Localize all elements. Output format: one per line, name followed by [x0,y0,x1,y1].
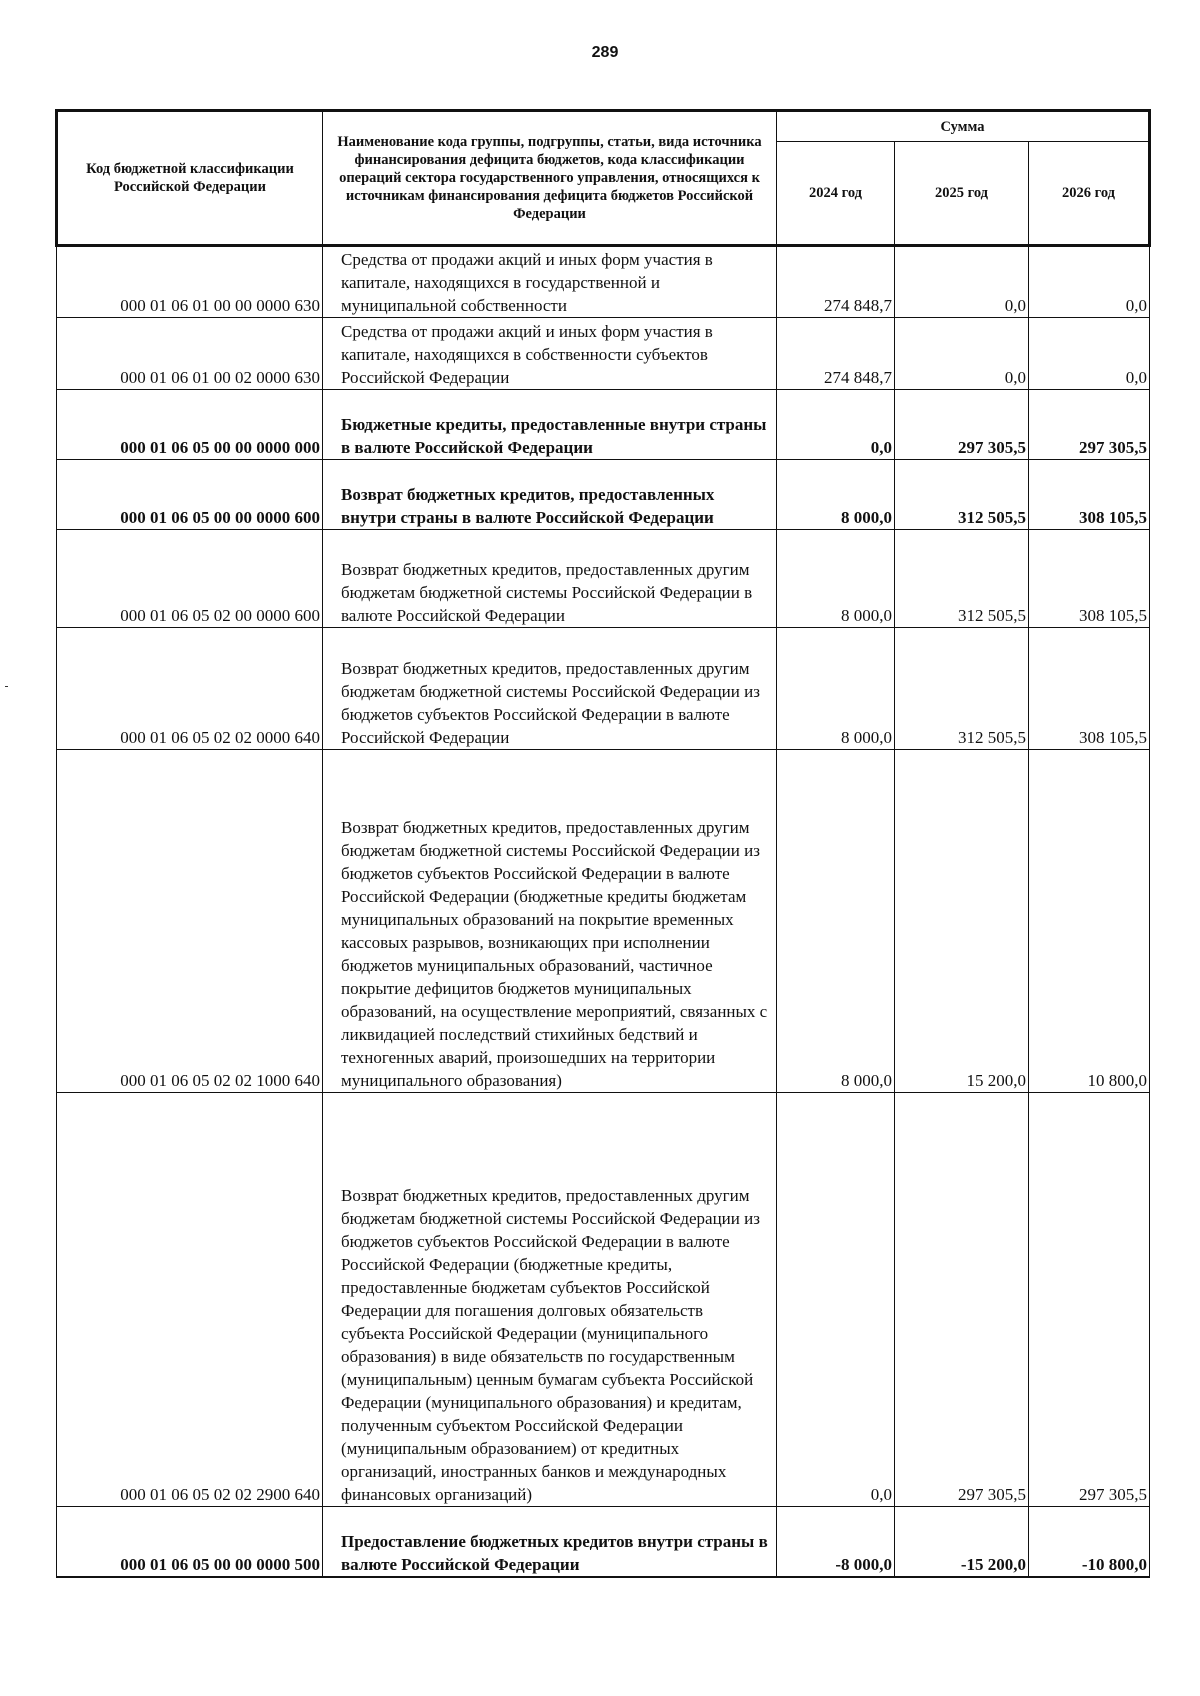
row-value-2025: 312 505,5 [895,530,1029,628]
row-value-2025: 297 305,5 [895,1093,1029,1507]
row-name: Возврат бюджетных кредитов, предоставленных другим бюджетам бюджетной системы Российской Федерации из бюджетов субъектов Российской Федерации в валюте Российской Федерации [323,628,777,750]
row-code: 000 01 06 01 00 02 0000 630 [57,318,323,390]
table-row [57,1093,1150,1507]
row-name: Возврат бюджетных кредитов, предоставленных другим бюджетам бюджетной системы Российской Федерации из бюджетов субъектов Российской Федерации в валюте Российской Федерации (бюджетные кредиты бюджетам муниципальных образований на покрытие временных кассовых разрывов, возникающих при исполнении бюджетов муниципальных образований, частичное покрытие дефицитов бюджетов муниципальных образований, на осуществление мероприятий, связанных с ликвидацией последствий стихийных бедствий и техногенных аварий, произошедших на территории муниципального образования) [323,750,777,1093]
row-value-2025: 0,0 [895,318,1029,390]
header-year-2026: 2026 год [1029,142,1150,246]
row-value-2026: 297 305,5 [1029,390,1150,460]
row-name: Средства от продажи акций и иных форм участия в капитале, находящихся в государственной и муниципальной собственности [323,246,777,318]
row-code: 000 01 06 05 00 00 0000 500 [57,1507,323,1577]
table-row [57,530,1150,628]
row-value-2026: 308 105,5 [1029,530,1150,628]
table-row [57,460,1150,530]
row-value-2026: -10 800,0 [1029,1507,1150,1577]
header-year-2024: 2024 год [777,142,895,246]
row-code: 000 01 06 05 00 00 0000 600 [57,460,323,530]
row-code: 000 01 06 05 02 02 2900 640 [57,1093,323,1507]
row-value-2024: -8 000,0 [777,1507,895,1577]
table-body [57,246,1150,1577]
margin-mark [5,686,8,687]
row-value-2026: 0,0 [1029,318,1150,390]
row-value-2024: 274 848,7 [777,246,895,318]
row-value-2026: 10 800,0 [1029,750,1150,1093]
row-code: 000 01 06 05 00 00 0000 000 [57,390,323,460]
row-value-2026: 308 105,5 [1029,628,1150,750]
row-value-2026: 297 305,5 [1029,1093,1150,1507]
row-value-2025: 312 505,5 [895,460,1029,530]
row-code: 000 01 06 01 00 00 0000 630 [57,246,323,318]
table-row [57,390,1150,460]
row-name: Предоставление бюджетных кредитов внутри страны в валюте Российской Федерации [323,1507,777,1577]
row-value-2025: -15 200,0 [895,1507,1029,1577]
row-value-2024: 0,0 [777,390,895,460]
table-row [57,1507,1150,1577]
row-value-2024: 8 000,0 [777,460,895,530]
table-row [57,750,1150,1093]
row-value-2026: 0,0 [1029,246,1150,318]
row-name: Возврат бюджетных кредитов, предоставленных внутри страны в валюте Российской Федерации [323,460,777,530]
row-value-2024: 8 000,0 [777,628,895,750]
row-code: 000 01 06 05 02 02 1000 640 [57,750,323,1093]
table-row [57,318,1150,390]
row-value-2025: 15 200,0 [895,750,1029,1093]
row-value-2024: 0,0 [777,1093,895,1507]
row-value-2024: 274 848,7 [777,318,895,390]
table-header [57,111,1150,246]
row-name: Возврат бюджетных кредитов, предоставленных другим бюджетам бюджетной системы Российской Федерации из бюджетов субъектов Российской Федерации в валюте Российской Федерации (бюджетные кредиты, предоставленные бюджетам субъектов Российской Федерации для погашения долговых обязательств субъекта Российской Федерации (муниципального образования) в виде обязательств по государственным (муниципальным) ценным бумагам субъекта Российской Федерации (муниципального образования) и кредитам, полученным субъектом Российской Федерации (муниципальным образованием) от кредитных организаций, иностранных банков и международных финансовых организаций) [323,1093,777,1507]
row-value-2025: 0,0 [895,246,1029,318]
table-row [57,246,1150,318]
header-name-column: Наименование кода группы, подгруппы, статьи, вида источника финансирования дефицита бюджетов, кода классификации операций сектора государственного управления, относящихся к источникам финансирования дефицита бюджетов Российской Федерации [323,111,777,246]
row-name: Средства от продажи акций и иных форм участия в капитале, находящихся в собственности субъектов Российской Федерации [323,318,777,390]
row-name: Возврат бюджетных кредитов, предоставленных другим бюджетам бюджетной системы Российской Федерации в валюте Российской Федерации [323,530,777,628]
header-code-column: Код бюджетной классификации Российской Федерации [57,111,323,246]
row-name: Бюджетные кредиты, предоставленные внутри страны в валюте Российской Федерации [323,390,777,460]
table-row [57,628,1150,750]
row-value-2025: 312 505,5 [895,628,1029,750]
row-value-2025: 297 305,5 [895,390,1029,460]
page-number: 289 [591,44,619,61]
row-code: 000 01 06 05 02 02 0000 640 [57,628,323,750]
row-code: 000 01 06 05 02 00 0000 600 [57,530,323,628]
row-value-2026: 308 105,5 [1029,460,1150,530]
row-value-2024: 8 000,0 [777,530,895,628]
header-year-2025: 2025 год [895,142,1029,246]
budget-sources-table [55,109,1151,1578]
header-sum-column: Сумма [777,111,1150,142]
row-value-2024: 8 000,0 [777,750,895,1093]
